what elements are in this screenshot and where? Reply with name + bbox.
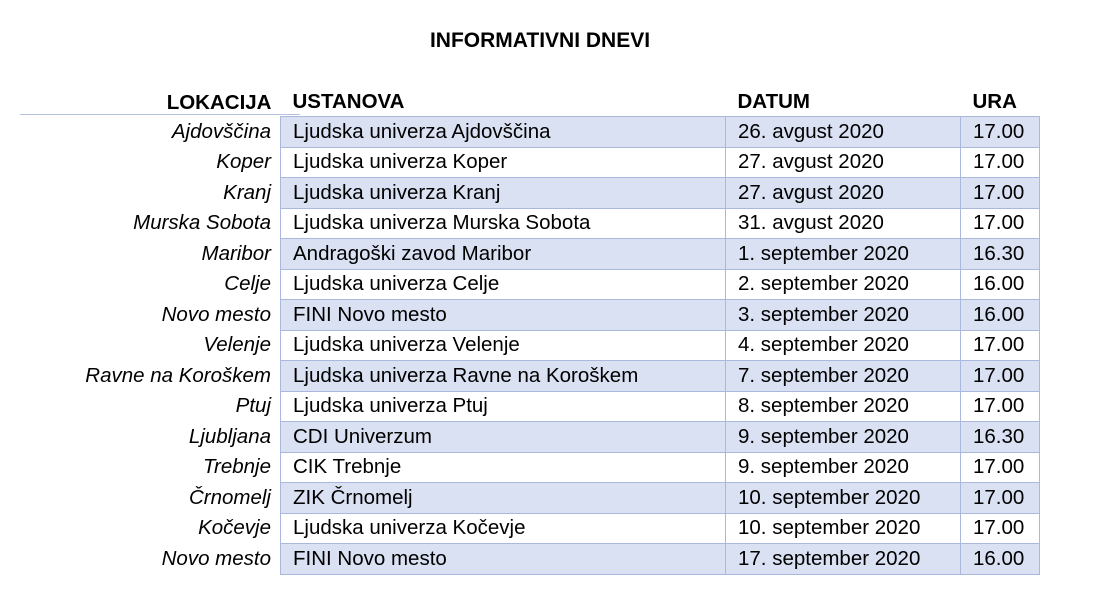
cell-ustanova: CDI Univerzum [281,422,726,453]
header-ustanova: USTANOVA [292,90,405,113]
cell-datum: 1. september 2020 [726,239,961,270]
header-ura: URA [972,90,1017,113]
cell-ura: 17.00 [961,452,1040,483]
table-row [20,330,1040,361]
cell-lokacija: Kočevje [198,516,271,540]
cell-ura: 17.00 [961,513,1040,544]
cell-ustanova: CIK Trebnje [281,452,726,483]
cell-ustanova: FINI Novo mesto [281,544,726,575]
cell-lokacija: Kranj [223,180,271,204]
cell-ura: 16.00 [961,269,1040,300]
cell-datum: 3. september 2020 [726,300,961,331]
cell-ura: 17.00 [961,117,1040,148]
cell-ustanova: Ljudska univerza Kranj [281,178,726,209]
cell-ura: 16.00 [961,300,1040,331]
cell-datum: 31. avgust 2020 [726,208,961,239]
cell-lokacija: Murska Sobota [133,211,271,235]
page-title: INFORMATIVNI DNEVI [429,29,651,52]
cell-lokacija: Koper [216,150,271,174]
cell-lokacija: Maribor [201,241,271,265]
cell-datum: 27. avgust 2020 [726,178,961,209]
cell-datum: 9. september 2020 [726,452,961,483]
cell-datum: 9. september 2020 [726,422,961,453]
cell-ura: 16.30 [961,239,1040,270]
cell-datum: 27. avgust 2020 [726,147,961,178]
header-lokacija: LOKACIJA [166,90,272,114]
cell-datum: 8. september 2020 [726,391,961,422]
cell-ura: 17.00 [961,330,1040,361]
cell-ustanova: ZIK Črnomelj [281,483,726,514]
cell-ustanova: Ljudska univerza Kočevje [281,513,726,544]
cell-lokacija: Celje [224,272,271,296]
cell-datum: 10. september 2020 [726,483,961,514]
cell-ustanova: Ljudska univerza Ptuj [281,391,726,422]
cell-lokacija: Črnomelj [188,485,271,509]
cell-ura: 17.00 [961,361,1040,392]
table-row [20,391,1040,422]
table-row [20,513,1040,544]
table-row [20,269,1040,300]
cell-ura: 16.30 [961,422,1040,453]
cell-lokacija: Novo mesto [161,302,271,326]
table-row [20,452,1040,483]
cell-ura: 17.00 [961,483,1040,514]
header-divider [20,114,300,115]
cell-ura: 17.00 [961,178,1040,209]
cell-ustanova: Andragoški zavod Maribor [281,239,726,270]
table-row [20,544,1040,575]
cell-lokacija: Ljubljana [188,424,271,448]
cell-ustanova: Ljudska univerza Murska Sobota [281,208,726,239]
cell-datum: 2. september 2020 [726,269,961,300]
cell-ustanova: FINI Novo mesto [281,300,726,331]
cell-lokacija: Ravne na Koroškem [85,363,271,387]
cell-ustanova: Ljudska univerza Ravne na Koroškem [281,361,726,392]
table-row [20,178,1040,209]
cell-datum: 7. september 2020 [726,361,961,392]
cell-lokacija: Trebnje [203,455,271,479]
table-row [20,239,1040,270]
cell-ustanova: Ljudska univerza Velenje [281,330,726,361]
table-row [20,483,1040,514]
cell-datum: 4. september 2020 [726,330,961,361]
table-row [20,117,1040,148]
table-row [20,361,1040,392]
schedule-table [20,84,1040,575]
cell-ura: 16.00 [961,544,1040,575]
cell-datum: 26. avgust 2020 [726,117,961,148]
cell-lokacija: Novo mesto [161,546,271,570]
table-row [20,208,1040,239]
cell-lokacija: Ajdovščina [171,119,271,143]
table-row [20,300,1040,331]
table-row [20,147,1040,178]
cell-lokacija: Ptuj [235,394,271,418]
cell-ustanova: Ljudska univerza Koper [281,147,726,178]
cell-ura: 17.00 [961,147,1040,178]
cell-ustanova: Ljudska univerza Ajdovščina [281,117,726,148]
table-row [20,422,1040,453]
header-datum: DATUM [737,90,810,113]
table-header-row [20,84,1040,117]
cell-datum: 10. september 2020 [726,513,961,544]
cell-datum: 17. september 2020 [726,544,961,575]
cell-lokacija: Velenje [203,333,271,357]
cell-ustanova: Ljudska univerza Celje [281,269,726,300]
cell-ura: 17.00 [961,391,1040,422]
cell-ura: 17.00 [961,208,1040,239]
